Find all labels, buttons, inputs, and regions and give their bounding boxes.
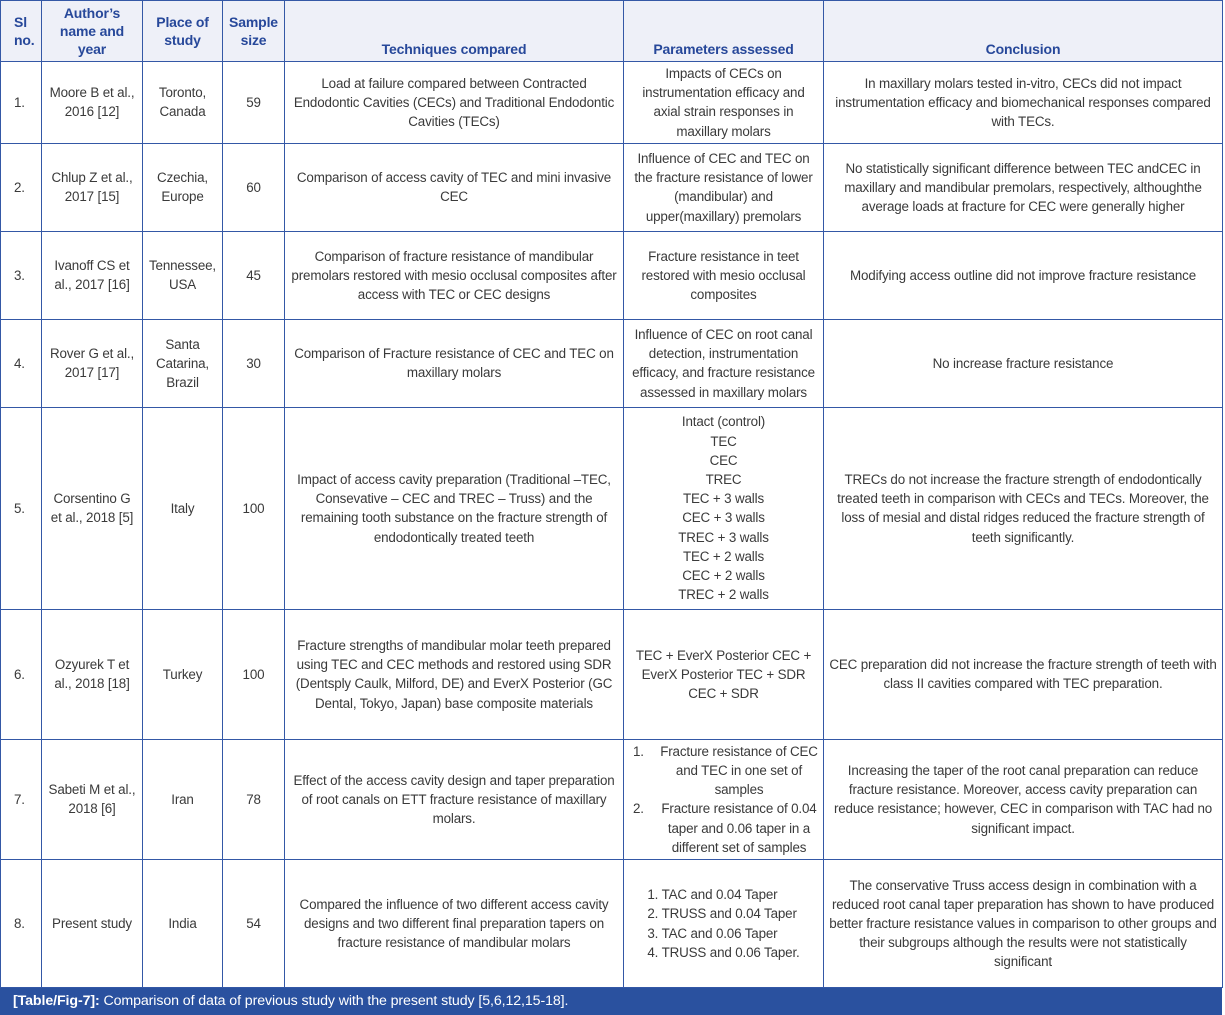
table-row (1, 319, 1223, 407)
cell-place: Iran (143, 739, 223, 859)
parameter-item: 3. TAC and 0.06 Taper (647, 925, 778, 941)
parameter-item: 4. TRUSS and 0.06 Taper. (647, 944, 800, 960)
cell-place: Italy (143, 407, 223, 609)
cell-author: Moore B et al., 2016 [12] (42, 62, 143, 144)
parameter-item: TREC + 3 walls (678, 529, 769, 545)
cell-sample-size: 45 (223, 231, 285, 319)
parameter-number: 2. (633, 801, 644, 817)
table-row (1, 62, 1223, 144)
table-header (1, 1, 1223, 62)
cell-conclusion: TRECs do not increase the fracture strength of endodontically treated teeth in comparison with CECs and TECs. Moreover, the loss of mesial and distal ridges reduced the fracture strength of teeth significantly. (824, 407, 1223, 609)
cell-place: Tennessee, USA (143, 231, 223, 319)
table-caption (0, 988, 1222, 1015)
header-sample-size: Sample size (223, 1, 285, 62)
table-row (1, 407, 1223, 609)
parameter-item: TREC + 2 walls (678, 587, 769, 603)
cell-techniques: Effect of the access cavity design and taper preparation of root canals on ETT fracture resistance of maxillary molars. (285, 739, 624, 859)
header-parameters: Parameters assessed (624, 1, 824, 62)
cell-parameters: TEC + EverX Posterior CEC + EverX Posterior TEC + SDR CEC + SDR (624, 609, 824, 739)
parameter-item: CEC + 2 walls (682, 567, 765, 583)
parameter-item: TEC + 3 walls (682, 491, 765, 507)
cell-author: Sabeti M et al., 2018 [6] (42, 739, 143, 859)
cell-parameters (624, 407, 824, 609)
cell-techniques: Load at failure compared between Contracted Endodontic Cavities (CECs) and Traditional Endodontic Cavities (TECs) (285, 62, 624, 144)
table-row (1, 143, 1223, 231)
cell-techniques: Comparison of Fracture resistance of CEC and TEC on maxillary molars (285, 319, 624, 407)
cell-author: Rover G et al., 2017 [17] (42, 319, 143, 407)
cell-sample-size: 100 (223, 407, 285, 609)
caption-text: Comparison of data of previous study with the present study [5,6,12,15-18]. (99, 993, 569, 1010)
cell-conclusion: CEC preparation did not increase the fracture strength of teeth with class II cavities compared with TEC preparation. (824, 609, 1223, 739)
cell-author: Ozyurek T et al., 2018 [18] (42, 609, 143, 739)
parameter-item: TEC (710, 433, 737, 449)
parameter-item: 2. TRUSS and 0.04 Taper (647, 906, 797, 922)
header-row (1, 1, 1223, 62)
cell-sample-size: 59 (223, 62, 285, 144)
cell-techniques: Comparison of fracture resistance of mandibular premolars restored with mesio occlusal composites after access with TEC or CEC designs (285, 231, 624, 319)
cell-sl-no: 2. (1, 143, 42, 231)
cell-place: Santa Catarina, Brazil (143, 319, 223, 407)
header-techniques: Techniques compared (285, 1, 624, 62)
parameter-text: Fracture resistance of CEC and TEC in one set of samples (660, 743, 818, 798)
cell-sl-no: 6. (1, 609, 42, 739)
table-body (1, 62, 1223, 988)
cell-sample-size: 60 (223, 143, 285, 231)
cell-place: Turkey (143, 609, 223, 739)
parameter-item: TEC + 2 walls (682, 548, 765, 564)
cell-techniques: Fracture strengths of mandibular molar teeth prepared using TEC and CEC methods and restored using SDR (Dentsply Caulk, Milford, DE) and EverX Posterior (GC Dental, Tokyo, Japan) base composite materials (285, 609, 624, 739)
parameter-item: Intact (control) (681, 414, 766, 430)
cell-parameters: Influence of CEC and TEC on the fracture resistance of lower (mandibular) and upper(maxillary) premolars (624, 143, 824, 231)
cell-parameters (624, 739, 824, 859)
header-place: Place of study (143, 1, 223, 62)
cell-conclusion: In maxillary molars tested in-vitro, CECs did not impact instrumentation efficacy and biomechanical responses compared with TECs. (824, 62, 1223, 144)
parameters-numbered-list (633, 742, 819, 857)
table-row (1, 231, 1223, 319)
parameter-item: CEC + 3 walls (682, 510, 765, 526)
cell-author: Present study (42, 860, 143, 988)
cell-place: India (143, 860, 223, 988)
cell-conclusion: No statistically significant difference between TEC andCEC in maxillary and mandibular premolars, respectively, althoughthe average loads at fracture for CEC were generally higher (824, 143, 1223, 231)
parameter-item (633, 742, 819, 800)
cell-sl-no: 5. (1, 407, 42, 609)
cell-author: Corsentino G et al., 2018 [5] (42, 407, 143, 609)
cell-sl-no: 4. (1, 319, 42, 407)
cell-conclusion: Increasing the taper of the root canal preparation can reduce fracture resistance. Moreover, access cavity preparation can reduce resistance; however, CEC in comparison with TAC had no significant impact. (824, 739, 1223, 859)
cell-techniques: Comparison of access cavity of TEC and mini invasive CEC (285, 143, 624, 231)
cell-parameters: Fracture resistance in teet restored with mesio occlusal composites (624, 231, 824, 319)
cell-sl-no: 1. (1, 62, 42, 144)
cell-sample-size: 78 (223, 739, 285, 859)
cell-sl-no: 8. (1, 860, 42, 988)
parameter-item: CEC (709, 452, 738, 468)
parameter-number: 1. (633, 743, 644, 759)
cell-author: Ivanoff CS et al., 2017 [16] (42, 231, 143, 319)
cell-sample-size: 100 (223, 609, 285, 739)
parameter-item: TREC (705, 471, 742, 487)
cell-place: Czechia, Europe (143, 143, 223, 231)
table-row (1, 860, 1223, 988)
cell-author: Chlup Z et al., 2017 [15] (42, 143, 143, 231)
cell-sl-no: 3. (1, 231, 42, 319)
cell-sample-size: 30 (223, 319, 285, 407)
cell-conclusion: Modifying access outline did not improve fracture resistance (824, 231, 1223, 319)
parameters-list (647, 885, 799, 962)
cell-techniques: Impact of access cavity preparation (Traditional –TEC, Consevative – CEC and TREC – Truss) and the remaining tooth substance on the fracture strength of endodontically treated teeth (285, 407, 624, 609)
header-sl-no: Sl no. (1, 1, 42, 62)
header-conclusion: Conclusion (824, 1, 1223, 62)
cell-sample-size: 54 (223, 860, 285, 988)
parameter-item: 1. TAC and 0.04 Taper (647, 887, 778, 903)
cell-parameters (624, 860, 824, 988)
parameters-list (629, 412, 818, 604)
caption-label: [Table/Fig-7]: (13, 993, 100, 1010)
cell-techniques: Compared the influence of two different access cavity designs and two different final preparation tapers on fracture resistance of mandibular molars (285, 860, 624, 988)
cell-sl-no: 7. (1, 739, 42, 859)
table-row (1, 739, 1223, 859)
parameter-text: Fracture resistance of 0.04 taper and 0.06 taper in a different set of samples (661, 801, 817, 855)
cell-conclusion: No increase fracture resistance (824, 319, 1223, 407)
table-row (1, 609, 1223, 739)
cell-parameters: Influence of CEC on root canal detection, instrumentation efficacy, and fracture resistance assessed in maxillary molars (624, 319, 824, 407)
cell-place: Toronto, Canada (143, 62, 223, 144)
cell-conclusion: The conservative Truss access design in combination with a reduced root canal taper preparation has shown to have produced better fracture resistance values in comparison to other groups and their subgroups although the results were not statistically significant (824, 860, 1223, 988)
parameter-item (633, 799, 819, 857)
cell-parameters: Impacts of CECs on instrumentation efficacy and axial strain responses in maxillary molars (624, 62, 824, 144)
header-author: Author’s name and year (42, 1, 143, 62)
